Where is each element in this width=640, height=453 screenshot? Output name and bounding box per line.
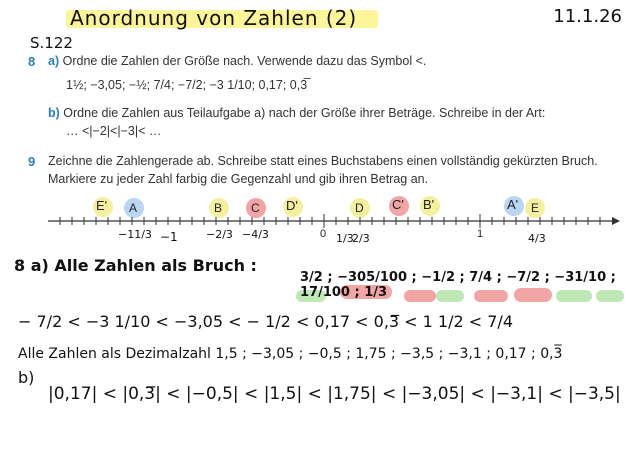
handwriting-decimals: Alle Zahlen als Dezimalzahl 1,5 ; −3,05 ; −0,5 ; 1,75 ; −3,5 ; −3,1 ; 0,17 ; 0,3̅ bbox=[18, 346, 563, 362]
fraction-4-3: 4/3 bbox=[528, 232, 546, 245]
task-8b-label: b) bbox=[48, 106, 60, 120]
point-label-a: A bbox=[129, 201, 138, 215]
fraction-minus-1: −1 bbox=[160, 230, 178, 244]
task-9-number: 9 bbox=[28, 154, 36, 169]
handwriting-8b-order: |0,17| < |0,3̅| < |−0,5| < |1,5| < |1,75| < |−3,05| < |−3,1| < |−3,5| bbox=[48, 384, 621, 404]
fraction-minus-11-3: −11/3 bbox=[118, 228, 152, 241]
fraction-2-3: 2/3 bbox=[352, 232, 370, 245]
task-8a-label: a) bbox=[48, 54, 60, 68]
fraction-minus-4-3: −4/3 bbox=[242, 228, 269, 241]
page-title: Anordnung von Zahlen (2) bbox=[70, 6, 358, 30]
date: 11.1.26 bbox=[553, 6, 622, 27]
point-label-b-prime: B' bbox=[423, 197, 435, 212]
point-label-d-prime: D' bbox=[286, 198, 298, 213]
task-8-number: 8 bbox=[28, 54, 36, 69]
point-label-b: B bbox=[214, 201, 223, 215]
handwriting-8b-label: b) bbox=[18, 368, 35, 387]
handwriting-8a-order: − 7/2 < −3 1/10 < −3,05 < − 1/2 < 0,17 < 0,3̅ < 1 1/2 < 7/4 bbox=[18, 312, 513, 331]
task-8b-instruction: Ordne die Zahlen aus Teilaufgabe a) nach der Größe ihrer Beträge. Schreibe in der Art: bbox=[63, 106, 546, 120]
tick-zero: 0 bbox=[320, 228, 327, 240]
point-label-a-prime: A' bbox=[507, 197, 519, 212]
point-label-c-prime: C' bbox=[392, 197, 404, 212]
page-reference: S.122 bbox=[30, 34, 73, 52]
task-9-text: Zeichne die Zahlengerade ab. Schreibe statt eines Buchstabens einen vollständig gekürzten Bruch. Markiere zu jeder Zahl farbig die Gegenzahl und gib ihren Betrag an. bbox=[48, 154, 598, 186]
task-8a-numbers: 1½; −3,05; −½; 7/4; −7/2; −3 1/10; 0,17; 0,3̅ bbox=[66, 78, 308, 92]
task-8a-instruction: Ordne die Zahlen der Größe nach. Verwende dazu das Symbol <. bbox=[62, 54, 427, 68]
tick-one: 1 bbox=[477, 228, 484, 240]
fraction-1-3: 1/3 bbox=[336, 232, 354, 245]
fraction-minus-2-3: −2/3 bbox=[206, 228, 233, 241]
point-label-d: D bbox=[355, 201, 364, 215]
task-8b-example: … <|−2|<|−3|< … bbox=[66, 124, 162, 138]
point-label-e-prime: E' bbox=[96, 198, 108, 213]
point-label-e: E bbox=[531, 201, 540, 215]
handwriting-8a-label: 8 a) Alle Zahlen als Bruch : bbox=[14, 256, 257, 275]
handwriting-8a-fractions: 3/2 ; −305/100 ; −1/2 ; 7/4 ; −7/2 ; −31/10 ; 17/100 ; 1/3 bbox=[300, 270, 616, 300]
point-label-c: C bbox=[251, 201, 260, 215]
